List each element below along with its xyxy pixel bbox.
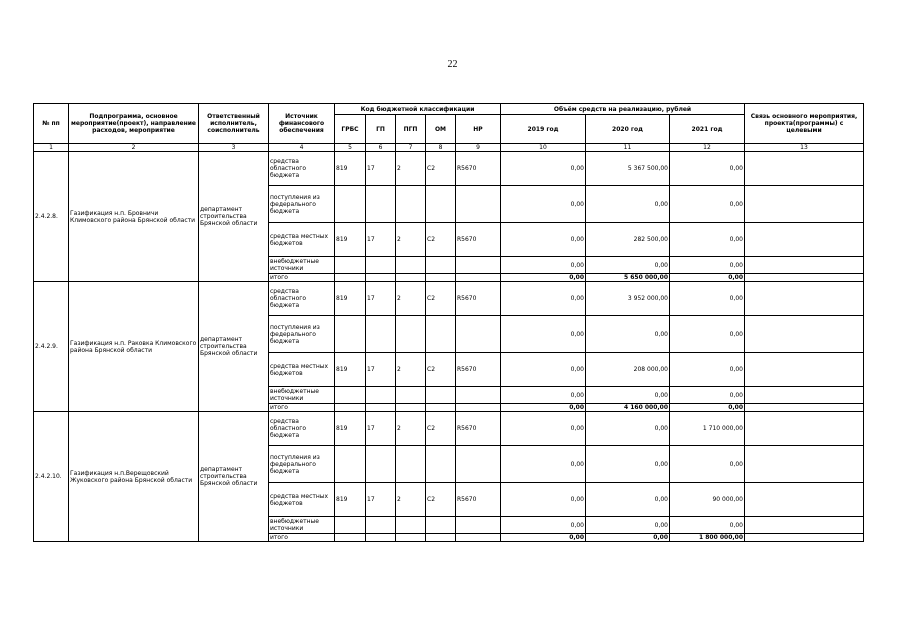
row-link	[745, 186, 864, 223]
header-source: Источник финансового обеспечения	[269, 104, 335, 144]
row-pgp: 2	[396, 152, 426, 186]
row-amount-2021: 0,00	[670, 186, 745, 223]
row-amount-2020: 5 650 000,00	[586, 274, 670, 282]
column-index: 6	[366, 144, 396, 152]
header-program: Подпрограмма, основное мероприятие(проект), направление расходов, мероприятие	[69, 104, 199, 144]
row-source: средства областного бюджета	[269, 282, 335, 316]
header-om: ОМ	[426, 115, 456, 144]
row-amount-2021: 0,00	[670, 446, 745, 483]
row-om	[426, 517, 456, 534]
row-link	[745, 404, 864, 412]
row-pgp	[396, 387, 426, 404]
row-nr	[456, 387, 501, 404]
row-source: поступления из федерального бюджета	[269, 446, 335, 483]
row-amount-2020: 0,00	[586, 412, 670, 446]
table-row	[34, 282, 864, 316]
row-source: средства местных бюджетов	[269, 483, 335, 517]
row-link	[745, 446, 864, 483]
row-source: внебюджетные источники	[269, 517, 335, 534]
table-body	[34, 152, 864, 542]
column-index: 11	[586, 144, 670, 152]
column-index: 4	[269, 144, 335, 152]
row-nr: R5670	[456, 353, 501, 387]
row-gp	[366, 186, 396, 223]
row-pgp: 2	[396, 223, 426, 257]
row-grbs	[335, 446, 366, 483]
row-pgp: 2	[396, 412, 426, 446]
row-link	[745, 152, 864, 186]
row-gp	[366, 274, 396, 282]
row-amount-2021: 0,00	[670, 387, 745, 404]
row-nr	[456, 517, 501, 534]
row-amount-2020: 3 952 000,00	[586, 282, 670, 316]
row-grbs	[335, 387, 366, 404]
row-responsible: департамент строительства Брянской области	[199, 282, 269, 412]
row-grbs	[335, 517, 366, 534]
row-amount-2021: 0,00	[670, 274, 745, 282]
row-nr: R5670	[456, 152, 501, 186]
row-amount-2019: 0,00	[501, 223, 586, 257]
row-nr	[456, 534, 501, 542]
row-source: средства местных бюджетов	[269, 353, 335, 387]
row-amount-2021: 0,00	[670, 404, 745, 412]
row-pgp: 2	[396, 353, 426, 387]
row-pgp	[396, 517, 426, 534]
row-amount-2020: 282 500,00	[586, 223, 670, 257]
row-amount-2021: 0,00	[670, 152, 745, 186]
row-amount-2021: 0,00	[670, 257, 745, 274]
row-gp: 17	[366, 223, 396, 257]
row-link	[745, 412, 864, 446]
row-source: итого	[269, 274, 335, 282]
row-grbs	[335, 316, 366, 353]
row-link	[745, 274, 864, 282]
row-link	[745, 257, 864, 274]
row-amount-2019: 0,00	[501, 517, 586, 534]
column-index: 2	[69, 144, 199, 152]
row-gp	[366, 316, 396, 353]
row-gp	[366, 534, 396, 542]
row-program-name: Газификация н.п.Верещовский Жуковского района Брянской области	[69, 412, 199, 542]
row-gp: 17	[366, 483, 396, 517]
row-amount-2019: 0,00	[501, 412, 586, 446]
row-source: поступления из федерального бюджета	[269, 316, 335, 353]
row-amount-2020: 0,00	[586, 257, 670, 274]
header-budget-classification: Код бюджетной классификации	[335, 104, 501, 115]
row-responsible: департамент строительства Брянской области	[199, 412, 269, 542]
row-amount-2019: 0,00	[501, 186, 586, 223]
row-nr	[456, 446, 501, 483]
page-number: 22	[447, 59, 458, 70]
row-om	[426, 387, 456, 404]
column-index: 5	[335, 144, 366, 152]
row-amount-2020: 0,00	[586, 446, 670, 483]
row-om	[426, 257, 456, 274]
row-amount-2019: 0,00	[501, 316, 586, 353]
row-grbs: 819	[335, 223, 366, 257]
row-grbs	[335, 186, 366, 223]
row-amount-2019: 0,00	[501, 353, 586, 387]
header-volume: Объём средств на реализацию, рублей	[501, 104, 745, 115]
row-code: 2.4.2.10.	[34, 412, 69, 542]
row-source: внебюджетные источники	[269, 257, 335, 274]
row-gp: 17	[366, 412, 396, 446]
row-gp	[366, 446, 396, 483]
row-nr: R5670	[456, 412, 501, 446]
row-amount-2019: 0,00	[501, 404, 586, 412]
row-gp	[366, 517, 396, 534]
row-link	[745, 534, 864, 542]
row-nr	[456, 274, 501, 282]
row-om: С2	[426, 282, 456, 316]
row-pgp	[396, 404, 426, 412]
row-pgp	[396, 186, 426, 223]
row-gp	[366, 257, 396, 274]
column-index: 1	[34, 144, 69, 152]
row-om: С2	[426, 223, 456, 257]
row-om	[426, 274, 456, 282]
row-amount-2019: 0,00	[501, 534, 586, 542]
row-amount-2019: 0,00	[501, 446, 586, 483]
row-om	[426, 404, 456, 412]
row-source: итого	[269, 534, 335, 542]
table-row	[34, 412, 864, 446]
column-index: 3	[199, 144, 269, 152]
row-source: внебюджетные источники	[269, 387, 335, 404]
row-nr	[456, 257, 501, 274]
row-code: 2.4.2.8.	[34, 152, 69, 282]
row-om	[426, 316, 456, 353]
row-link	[745, 517, 864, 534]
row-program-name: Газификация н.п. Бровничи Климовского района Брянской области	[69, 152, 199, 282]
row-link	[745, 387, 864, 404]
row-amount-2021: 0,00	[670, 223, 745, 257]
header-link: Связь основного мероприятия, проекта(программы) с целевыми	[745, 104, 864, 144]
row-amount-2019: 0,00	[501, 387, 586, 404]
row-om	[426, 186, 456, 223]
column-index: 7	[396, 144, 426, 152]
row-pgp	[396, 257, 426, 274]
row-pgp	[396, 274, 426, 282]
row-link	[745, 282, 864, 316]
row-amount-2019: 0,00	[501, 257, 586, 274]
row-grbs	[335, 404, 366, 412]
row-source: средства областного бюджета	[269, 152, 335, 186]
row-grbs: 819	[335, 412, 366, 446]
row-amount-2021: 0,00	[670, 316, 745, 353]
row-grbs	[335, 257, 366, 274]
row-nr	[456, 316, 501, 353]
row-gp: 17	[366, 152, 396, 186]
row-pgp: 2	[396, 282, 426, 316]
row-grbs: 819	[335, 282, 366, 316]
header-2019: 2019 год	[501, 115, 586, 144]
row-source: средства областного бюджета	[269, 412, 335, 446]
row-link	[745, 316, 864, 353]
row-grbs: 819	[335, 483, 366, 517]
row-amount-2021: 0,00	[670, 517, 745, 534]
header-grbs: ГРБС	[335, 115, 366, 144]
row-amount-2019: 0,00	[501, 282, 586, 316]
row-grbs: 819	[335, 152, 366, 186]
row-om: С2	[426, 353, 456, 387]
row-amount-2019: 0,00	[501, 483, 586, 517]
row-amount-2020: 5 367 500,00	[586, 152, 670, 186]
row-amount-2019: 0,00	[501, 274, 586, 282]
row-grbs	[335, 274, 366, 282]
row-amount-2019: 0,00	[501, 152, 586, 186]
row-responsible: департамент строительства Брянской области	[199, 152, 269, 282]
row-gp	[366, 387, 396, 404]
header-no: № пп	[34, 104, 69, 144]
column-index: 10	[501, 144, 586, 152]
budget-table	[33, 103, 864, 542]
row-amount-2020: 0,00	[586, 483, 670, 517]
row-source: средства местных бюджетов	[269, 223, 335, 257]
row-pgp	[396, 316, 426, 353]
column-index: 9	[456, 144, 501, 152]
row-amount-2021: 0,00	[670, 282, 745, 316]
row-om	[426, 534, 456, 542]
row-om: С2	[426, 483, 456, 517]
row-amount-2020: 4 160 000,00	[586, 404, 670, 412]
row-grbs	[335, 534, 366, 542]
row-code: 2.4.2.9.	[34, 282, 69, 412]
row-link	[745, 223, 864, 257]
row-program-name: Газификация н.п. Раковка Климовского района Брянской области	[69, 282, 199, 412]
column-index: 13	[745, 144, 864, 152]
row-amount-2020: 208 000,00	[586, 353, 670, 387]
row-pgp	[396, 534, 426, 542]
row-nr: R5670	[456, 223, 501, 257]
header-gp: ГП	[366, 115, 396, 144]
row-nr: R5670	[456, 282, 501, 316]
row-amount-2020: 0,00	[586, 387, 670, 404]
row-nr	[456, 186, 501, 223]
row-gp	[366, 404, 396, 412]
row-om: С2	[426, 152, 456, 186]
row-om: С2	[426, 412, 456, 446]
row-pgp: 2	[396, 483, 426, 517]
row-nr: R5670	[456, 483, 501, 517]
header-responsible: Ответственный исполнитель, соисполнитель	[199, 104, 269, 144]
row-link	[745, 353, 864, 387]
column-index: 8	[426, 144, 456, 152]
row-pgp	[396, 446, 426, 483]
column-index-row	[34, 144, 864, 152]
row-amount-2020: 0,00	[586, 517, 670, 534]
table-row	[34, 152, 864, 186]
header-2020: 2020 год	[586, 115, 670, 144]
header-row-top	[34, 104, 864, 115]
row-link	[745, 483, 864, 517]
row-amount-2020: 0,00	[586, 316, 670, 353]
row-amount-2020: 0,00	[586, 534, 670, 542]
row-amount-2021: 1 800 000,00	[670, 534, 745, 542]
row-om	[426, 446, 456, 483]
row-nr	[456, 404, 501, 412]
column-index: 12	[670, 144, 745, 152]
row-amount-2021: 90 000,00	[670, 483, 745, 517]
row-gp: 17	[366, 353, 396, 387]
header-pgp: ПГП	[396, 115, 426, 144]
row-amount-2021: 1 710 000,00	[670, 412, 745, 446]
row-source: итого	[269, 404, 335, 412]
row-amount-2021: 0,00	[670, 353, 745, 387]
header-nr: НР	[456, 115, 501, 144]
row-grbs: 819	[335, 353, 366, 387]
row-amount-2020: 0,00	[586, 186, 670, 223]
header-2021: 2021 год	[670, 115, 745, 144]
row-source: поступления из федерального бюджета	[269, 186, 335, 223]
row-gp: 17	[366, 282, 396, 316]
